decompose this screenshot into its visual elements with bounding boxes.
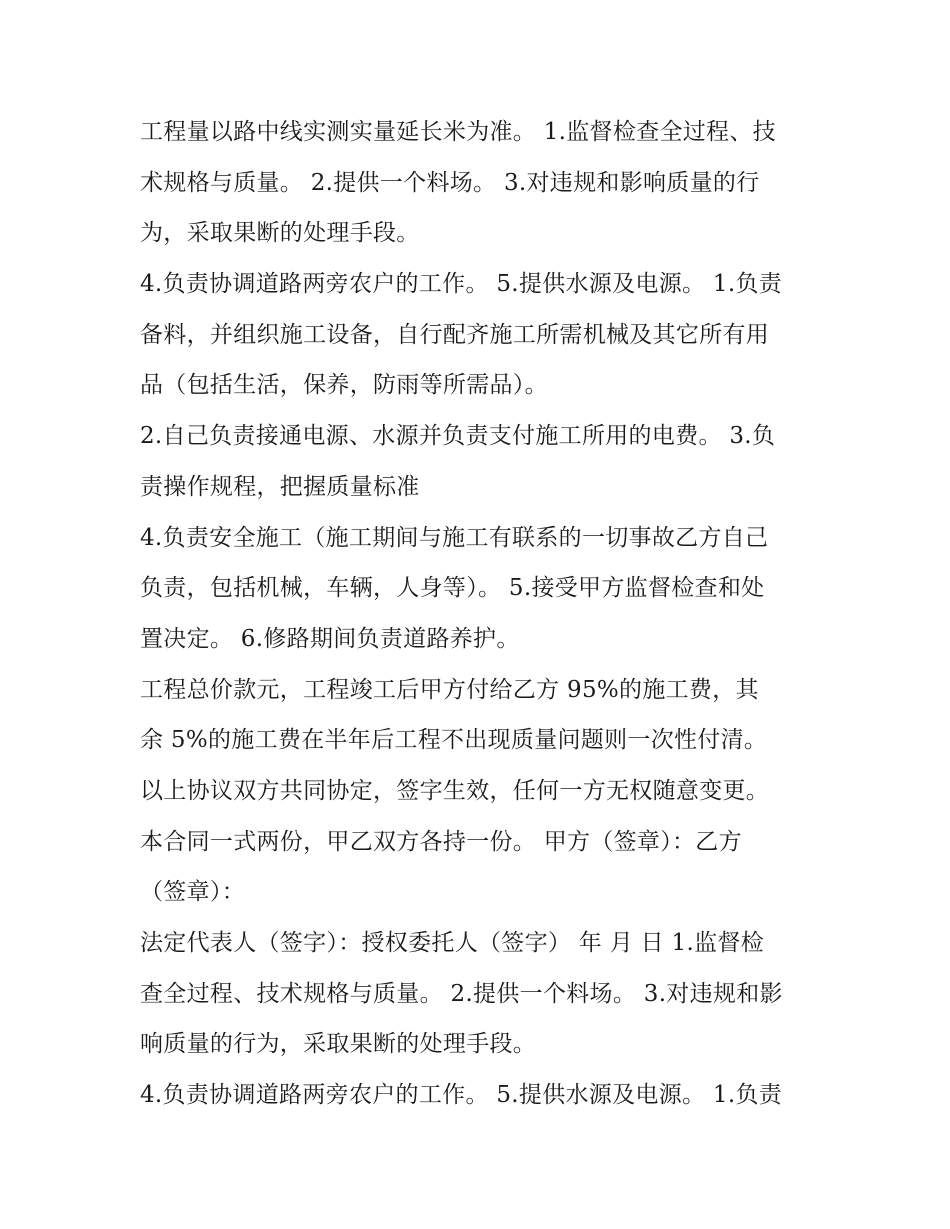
document-body xyxy=(140,107,815,1121)
text-line: 工程总价款元，工程竣工后甲方付给乙方 95%的施工费，其 xyxy=(140,676,759,703)
text-line: （签章）： xyxy=(140,879,245,906)
text-line: 2.自己负责接通电源、水源并负责支付施工所用的电费。 3.负 xyxy=(140,423,776,450)
text-line: 余 5%的施工费在半年后工程不出现质量问题则一次性付清。 xyxy=(140,727,768,754)
text-line: 4.负责安全施工（施工期间与施工有联系的一切事故乙方自己 xyxy=(140,524,769,551)
text-line: 术规格与质量。 2.提供一个料场。 3.对违规和影响质量的行 xyxy=(140,169,760,196)
text-line: 响质量的行为，采取果断的处理手段。 xyxy=(140,1031,537,1058)
text-line: 本合同一式两份，甲乙双方各持一份。 甲方（签章）：乙方 xyxy=(140,828,742,855)
text-line: 置决定。 6.修路期间负责道路养护。 xyxy=(140,625,520,652)
text-line: 查全过程、技术规格与质量。 2.提供一个料场。 3.对违规和影 xyxy=(140,980,783,1007)
text-line: 责操作规程，把握质量标准 xyxy=(140,473,420,500)
text-line: 法定代表人（签字）：授权委托人（签字） 年 月 日 1.监督检 xyxy=(140,930,764,956)
text-line: 工程量以路中线实测实量延长米为准。 1.监督检查全过程、技 xyxy=(140,119,776,145)
text-line: 4.负责协调道路两旁农户的工作。 5.提供水源及电源。 1.负责 xyxy=(140,1082,783,1109)
text-line: 负责，包括机械，车辆，人身等）。 5.接受甲方监督检查和处 xyxy=(140,575,765,602)
text-line: 备料，并组织施工设备，自行配齐施工所需机械及其它所有用 xyxy=(140,321,770,348)
text-line: 以上协议双方共同协定，签字生效，任何一方无权随意变更。 xyxy=(140,777,770,804)
text-line: 品（包括生活，保养，防雨等所需品）。 xyxy=(140,372,548,399)
text-line: 为，采取果断的处理手段。 xyxy=(140,220,420,247)
text-line: 4.负责协调道路两旁农户的工作。 5.提供水源及电源。 1.负责 xyxy=(140,271,783,298)
